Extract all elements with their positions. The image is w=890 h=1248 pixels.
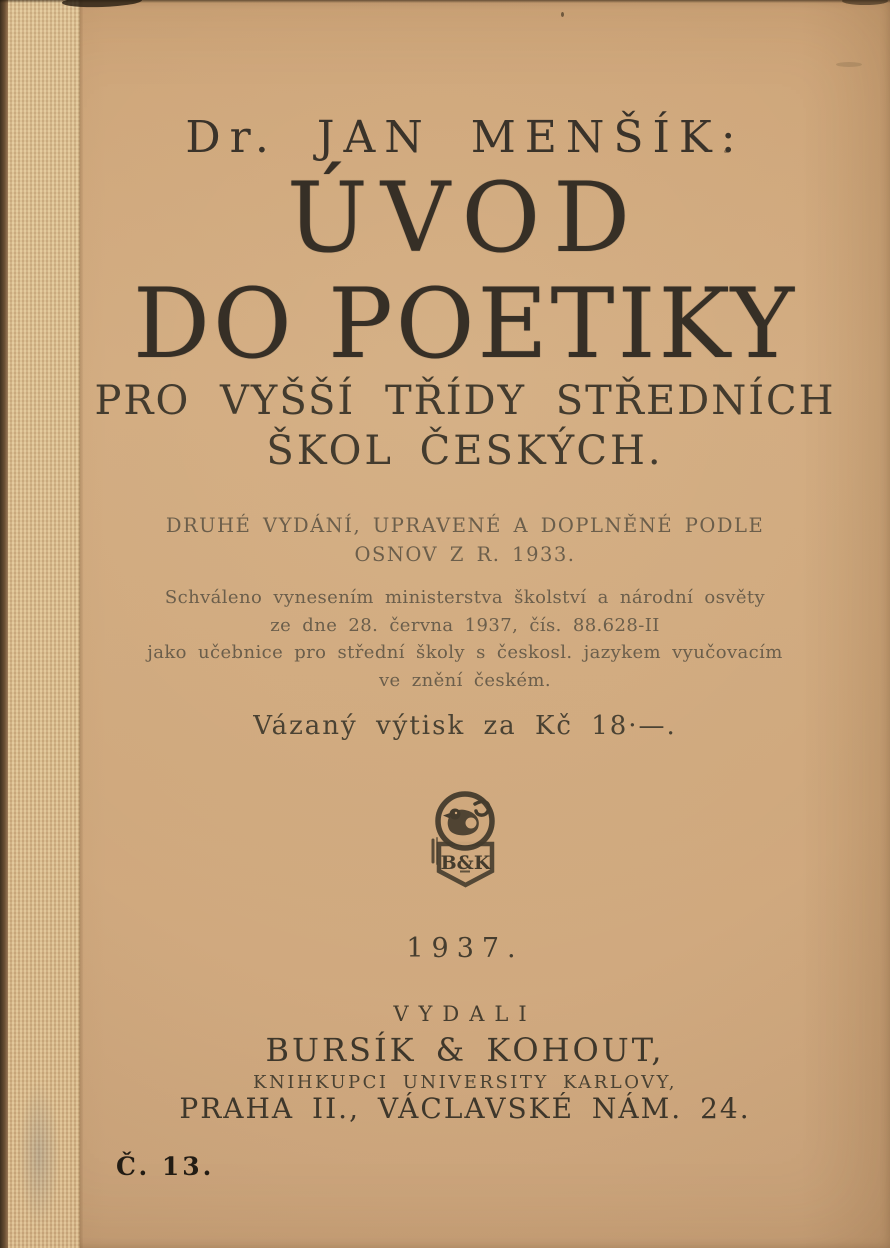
top-right-ink-mark — [842, 0, 888, 5]
published-by-line: VYDALI — [393, 1002, 537, 1026]
book-title-line-1: ÚVOD — [286, 162, 644, 274]
approval-note — [40, 584, 890, 694]
publisher-address-line: PRAHA II., VÁCLAVSKÉ NÁM. 24. — [179, 1092, 751, 1125]
catalog-number: Č. 13. — [116, 1152, 215, 1181]
price-line: Vázaný výtisk za Kč 18·—. — [253, 711, 677, 741]
paper-smudge — [836, 62, 862, 67]
approval-note-line-4: ve znění českém. — [378, 669, 552, 691]
approval-note-line-1: Schváleno vynesením ministerstva školství a národní osvěty — [164, 587, 766, 608]
edition-note-line-1: DRUHÉ VYDÁNÍ, UPRAVENÉ A DOPLNĚNÉ PODLE — [165, 514, 765, 537]
subtitle-line-1: PRO VYŠŠÍ TŘÍDY STŘEDNÍCH — [94, 378, 836, 424]
publisher-name-line: BURSÍK & KOHOUT, — [265, 1031, 665, 1069]
logo-monogram: B&K — [440, 852, 491, 874]
author-line: Dr. JAN MENŠÍK: — [185, 112, 745, 163]
publisher-mark-icon — [425, 790, 505, 890]
ink-speck — [561, 12, 564, 17]
approval-note-line-2: ze dne 28. června 1937, čís. 88.628-II — [270, 614, 660, 636]
edition-note — [40, 511, 890, 569]
subtitle-line-2: ŠKOL ČESKÝCH. — [266, 428, 664, 474]
edition-note-line-2: OSNOV Z R. 1933. — [354, 543, 576, 566]
publisher-mark — [40, 790, 890, 890]
approval-note-line-3: jako učebnice pro střední školy s českosl. jazykem vyučovacím — [147, 642, 783, 663]
year-line: 1937. — [406, 933, 524, 964]
book-title-line-2: DO POETIKY — [132, 268, 798, 380]
publisher-subtitle-line: KNIHKUPCI UNIVERSITY KARLOVY, — [253, 1072, 677, 1093]
